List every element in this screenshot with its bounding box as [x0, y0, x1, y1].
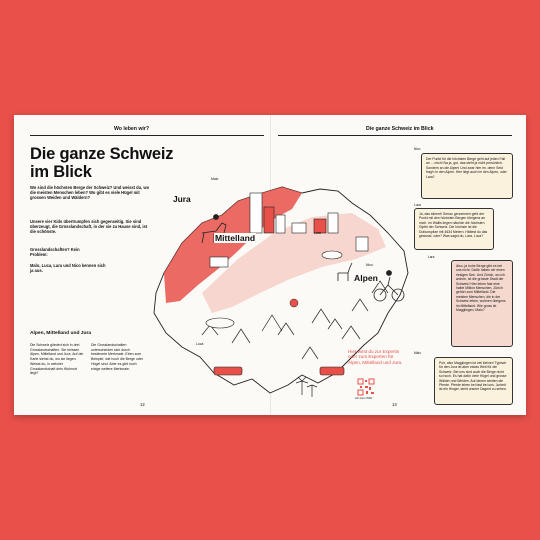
map-marker-icon: [290, 299, 298, 307]
name-tag-malo: Malo: [211, 177, 219, 181]
intro-paragraph-4: Malo, Luca, Lara und Nico kennen sich ja aus.: [30, 263, 106, 274]
intro-paragraph-1: Wo sind die höchsten Berge der Schweiz? Und weisst du, wo die meisten Menschen leben? Wo gibt es viele Hügel mit grossen Weiden und Wäldern?: [30, 185, 150, 201]
expert-callout: Hier wirst du zur Expertin oder zum Experten für Alpen, Mittelland und Jura.: [348, 349, 403, 365]
name-tag-luca: Luca: [196, 342, 204, 346]
header-left: Wo leben wir?: [114, 126, 150, 132]
header-rule-right: [278, 135, 512, 136]
qr-caption: sch.ours.zh/83: [355, 397, 372, 400]
lake-icon: [322, 251, 342, 259]
name-tag-lara: Lara: [314, 231, 321, 235]
section-column-1: Die Schweiz gliedert sich in drei Grosslandschaften. Sie heissen Alpen, Mittelland und Jura. Auf der Karte siehst du, wo sie liegen. Weisst du, in welcher Grosslandschaft dein Wohnort liegt?: [30, 343, 84, 376]
title-line-1: Die ganze Schweiz: [30, 145, 174, 163]
bubble-name-3: Lara: [428, 255, 435, 259]
header-rule-left: [30, 135, 264, 136]
speech-bubble-lara: Also, ja hohe Berge gibt es bei uns nicht. Dafür haben wir einen riesigen See. Und Zürich, wo ich wohne, ist die grösste Stadt der Schweiz! Hier leben fast eine halbe Million Menschen. Zürich gehört zum Mittelland. Die meisten Menschen, die in der Schweiz leben, wohnen übrigens im Mittelland. Wie gross ist Magglingen, Malo?: [451, 260, 513, 347]
bubble-name-1: Nico: [414, 147, 421, 151]
speech-bubble-nico: Der Punkt für die höchsten Berge geht auf jeden Fall an ... mich! Na ja, gut, das steht ja nicht persönlich. Sondern an die Alpen! Und zwar hier im, denn Seid frag'n in den Alpen. Hier liegt auch im den Alpen, oder Lara?: [421, 153, 513, 199]
section-column-2: Die Grosslandschaften unterscheiden sich durch bestimmte Merkmale. Eben zum Beispiel, wie hoch die Berge oder Hügel sind. Aber es gibt noch einige weitere Merkmale.: [91, 343, 143, 371]
section-title: Alpen, Mittelland und Jura: [30, 331, 92, 336]
qr-code-icon[interactable]: [357, 378, 375, 396]
speech-bubble-malo: Puh, also Magglingen ist viel kleiner! Typisch für den Jura ist aber etwas Weit für die Schweiz. Bei uns sind auch die Berge nicht so hoch. Es hat dafür viele Hügel und grosse Wälder und Weiden. Auf denen weiden die Pferde. Pferde leben bei fast bei uns. Jurkeit ist ein Hinger, steht unsere Dagent zu sehen.: [434, 357, 513, 405]
magazine-spread: [14, 115, 526, 415]
intro-paragraph-2: Unsere vier Kids übertrumpfen sich gegenseitig. Sie sind überzeugt, die Grosslandschaft, in der sie zu Hause sind, ist die schönste.: [30, 219, 148, 235]
bubble-name-2: Luca: [414, 203, 421, 207]
name-tag-nico: Nico: [366, 263, 373, 267]
map-label-mittelland: Mittelland: [215, 233, 256, 243]
header-right: Die ganze Schweiz im Blick: [366, 126, 434, 132]
map-label-jura: Jura: [173, 194, 191, 204]
lake-icon: [206, 318, 234, 328]
speech-bubble-luca: Ja, das stimmt! Genau genommen geht der Punkt mit den höchsten Bergen übrigens an mich. Im Wallis liegen nämlich die höchsten Gipfel der Schweiz. Die höchste ist die Dufourspitze mit 4634 Metern. Hättest du das gewusst, oder? Was sagst du, Lara, Luca?: [414, 208, 494, 250]
bubble-name-4: Malo: [414, 351, 421, 355]
intro-paragraph-3: Grosslandschaften? Kein Problem:: [30, 247, 80, 258]
title-line-2: im Blick: [30, 163, 92, 181]
map-label-alpen: Alpen: [354, 273, 378, 283]
page-number-left: 12: [140, 402, 145, 407]
page-number-right: 13: [392, 402, 397, 407]
